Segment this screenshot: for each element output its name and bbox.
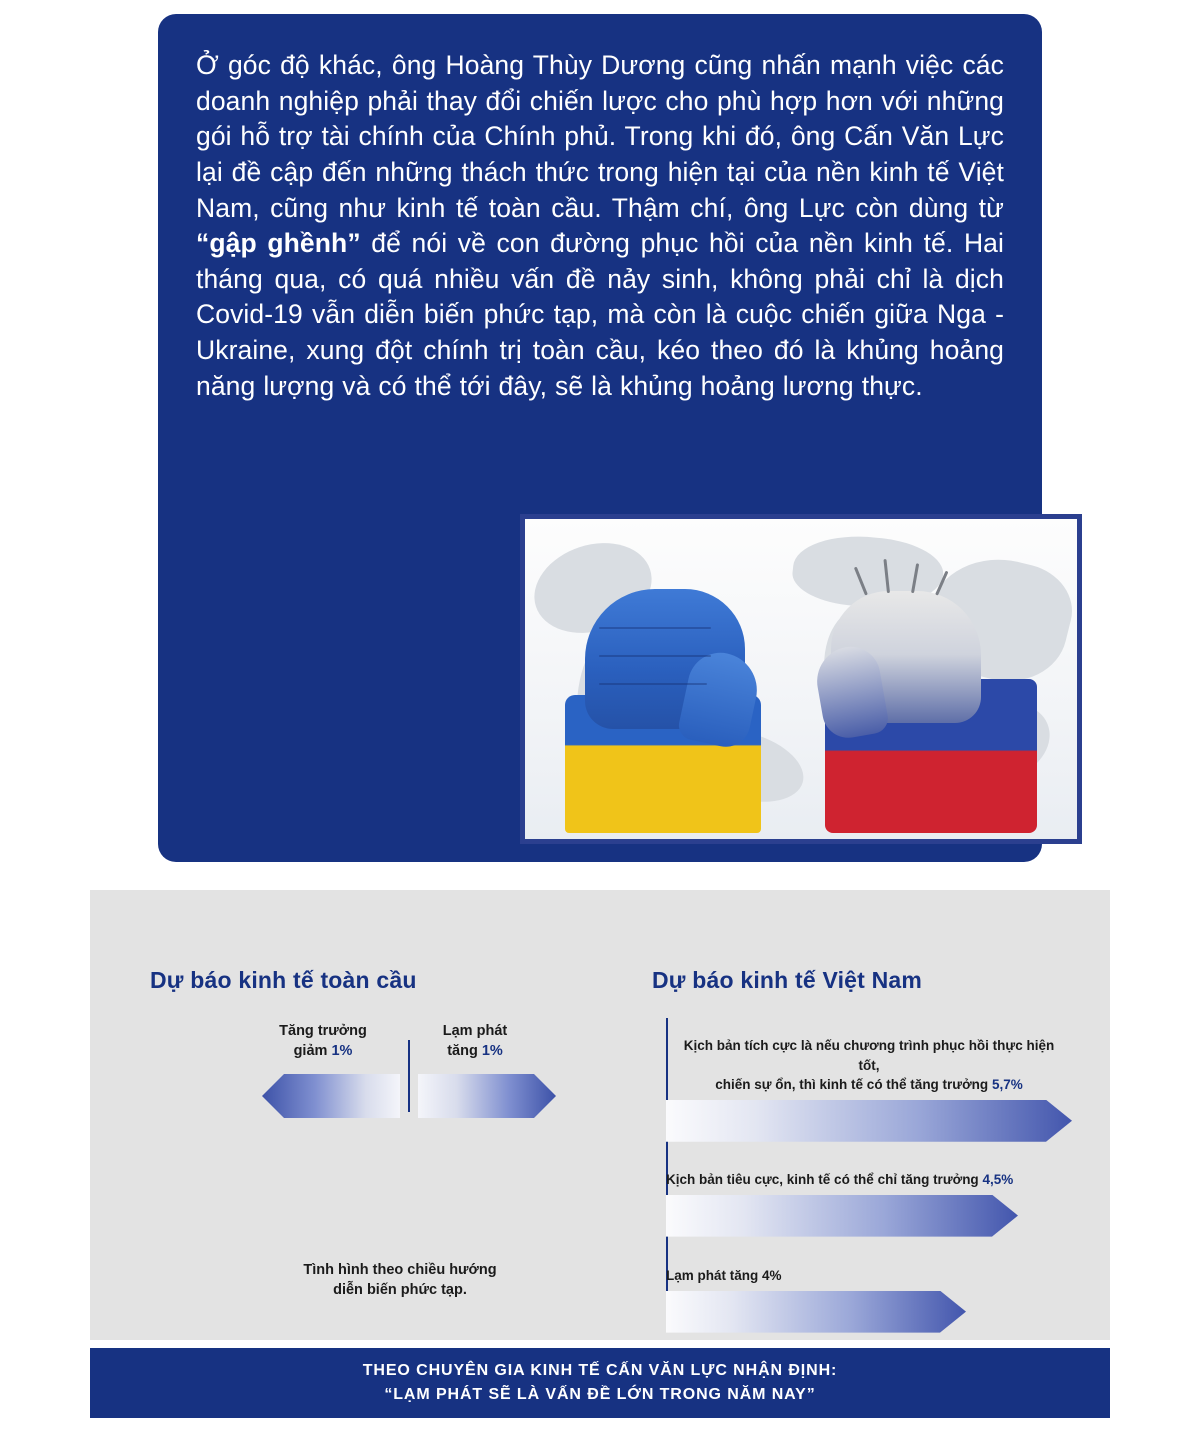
- finger-crease: [599, 683, 707, 685]
- finger-crease: [599, 655, 711, 657]
- quote-text-part2: để nói về con đường phục hồi của nền kinh tế. Hai tháng qua, có quá nhiều vấn đề nảy sinh, không phải chỉ là dịch Covid-19 vẫn diễn biến phức tạp, mà còn là cuộc chiến giữa Nga - Ukraine, xung đột chính trị toàn cầu, kéo theo đó là khủng hoảng năng lượng và có thể tới đây, sẽ là khủng hoảng lương thực.: [196, 228, 1012, 401]
- photo-canvas: [525, 519, 1077, 839]
- vn2-value: 4,5%: [982, 1172, 1014, 1187]
- global-note: [250, 1260, 550, 1301]
- vn3-line1: Lạm phát tăng 4%: [666, 1268, 782, 1283]
- footer-bar: [90, 1348, 1110, 1418]
- vietnam-bar-negative: [666, 1195, 1018, 1237]
- vn1-value: 5,7%: [991, 1077, 1023, 1093]
- footer-line-2: “LẠM PHÁT SẼ LÀ VẤN ĐỀ LỚN TRONG NĂM NAY”: [384, 1386, 816, 1403]
- finger-crease: [599, 627, 711, 629]
- global-inflation-label: [410, 1022, 540, 1061]
- conflict-photo: [520, 514, 1082, 844]
- vn1-line1: Kịch bản tích cực là nếu chương trình phục hồi thực hiện tốt,: [683, 1038, 1055, 1073]
- global-growth-value: 1%: [331, 1042, 353, 1059]
- right-arrow-icon: [418, 1074, 556, 1118]
- left-arrow-icon: [262, 1074, 400, 1118]
- vietnam-bar-inflation: [666, 1291, 966, 1333]
- global-note-line1: Tình hình theo chiều hướng: [303, 1262, 497, 1278]
- global-inflation-label-line1: Lạm phát: [442, 1023, 508, 1039]
- vn1-line2: chiến sự ổn, thì kinh tế có thể tăng trưởng: [715, 1077, 992, 1093]
- quote-emphasis: “gập ghềnh”: [196, 228, 361, 259]
- russia-fist-icon: [825, 583, 1021, 833]
- vietnam-scenario-negative: [666, 1170, 1072, 1237]
- global-growth-label-line1: Tăng trưởng: [279, 1023, 367, 1039]
- vietnam-bar-positive: [666, 1100, 1072, 1142]
- global-forecast-column: [150, 1022, 550, 1299]
- quote-text: [196, 48, 1012, 404]
- global-growth-label-line2: giảm: [293, 1042, 332, 1059]
- vietnam-forecast-title: Dự báo kinh tế Việt Nam: [652, 967, 923, 994]
- global-note-line2: diễn biến phức tạp.: [333, 1282, 467, 1299]
- global-forecast-title: Dự báo kinh tế toàn cầu: [150, 967, 417, 994]
- forecast-panel: [90, 890, 1110, 1340]
- quote-text-part1: Ở góc độ khác, ông Hoàng Thùy Dương cũng nhấn mạnh việc các doanh nghiệp phải thay đổi chiến lược cho phù hợp hơn với những gói hỗ trợ tài chính của Chính phủ. Trong khi đó, ông Cấn Văn Lực lại đề cập đến những thách thức trong hiện tại của nền kinh tế Việt Nam, cũng như kinh tế toàn cầu. Thậm chí, ông Lực còn dùng từ: [196, 50, 1012, 223]
- global-inflation-label-line2: tăng: [447, 1042, 482, 1059]
- quote-card: [158, 14, 1042, 862]
- ukraine-fist-icon: [565, 583, 761, 833]
- global-arrows: [150, 1074, 550, 1120]
- global-growth-label: [258, 1022, 388, 1061]
- vietnam-scenario-negative-label: [666, 1170, 1072, 1190]
- vietnam-inflation-label: [666, 1266, 1072, 1286]
- global-inflation-value: 1%: [481, 1042, 503, 1059]
- vn2-line1: Kịch bản tiêu cực, kinh tế có thể chỉ tăng trưởng: [666, 1172, 983, 1187]
- global-labels: [150, 1022, 550, 1068]
- vietnam-scenario-positive-label: [666, 1036, 1072, 1095]
- footer-line-1: THEO CHUYÊN GIA KINH TẾ CẤN VĂN LỰC NHẬN ĐỊNH:: [362, 1362, 838, 1379]
- vietnam-inflation: [666, 1266, 1072, 1333]
- vietnam-scenario-positive: [666, 1036, 1072, 1142]
